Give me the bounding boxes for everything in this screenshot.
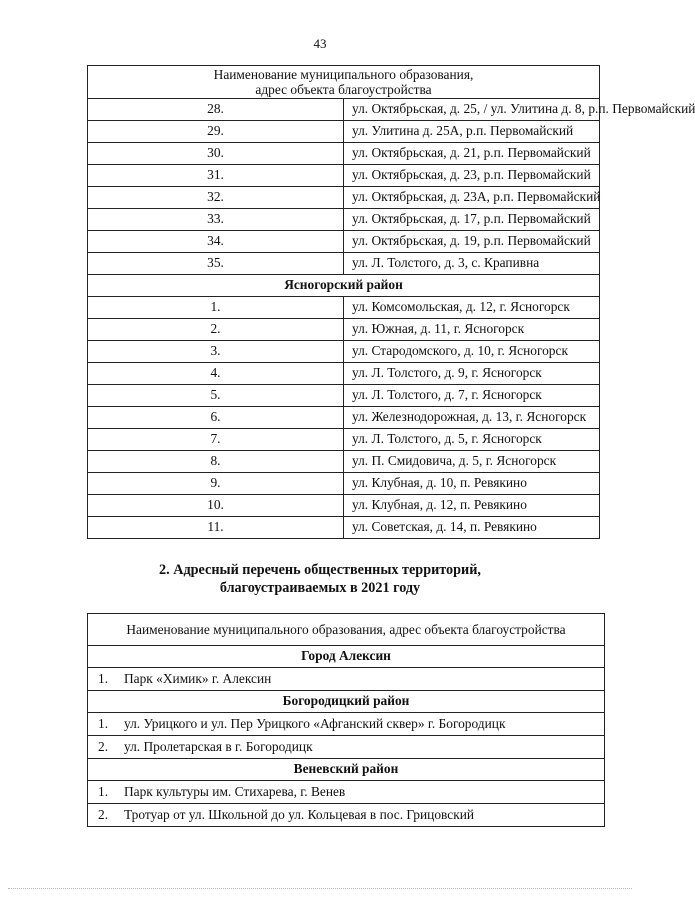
table-row — [88, 253, 600, 275]
table-row — [88, 451, 600, 473]
row-address: ул. Октябрьская, д. 21, р.п. Первомайский — [344, 143, 600, 165]
row-address: ул. Урицкого и ул. Пер Урицкого «Афганский сквер» г. Богородицк — [124, 715, 506, 731]
row-item — [88, 781, 605, 804]
public-territories-table — [87, 613, 605, 827]
row-address: ул. Л. Толстого, д. 7, г. Ясногорск — [344, 385, 600, 407]
row-number: 32. — [88, 187, 344, 209]
row-address: ул. Л. Толстого, д. 9, г. Ясногорск — [344, 363, 600, 385]
row-address: ул. Октябрьская, д. 23А, р.п. Первомайский — [344, 187, 600, 209]
row-number: 35. — [88, 253, 344, 275]
row-number: 2. — [88, 319, 344, 341]
district-row — [88, 691, 605, 713]
row-address: ул. Южная, д. 11, г. Ясногорск — [344, 319, 600, 341]
row-address: ул. Клубная, д. 10, п. Ревякино — [344, 473, 600, 495]
row-address: Тротуар от ул. Школьной до ул. Кольцевая в пос. Грицовский — [124, 806, 475, 822]
addresses-table-continued — [87, 65, 695, 539]
page-number: 43 — [313, 36, 327, 51]
district-title: Город Алексин — [88, 646, 605, 668]
table-header-line-1: Наименование муниципального образования, — [213, 66, 474, 82]
table-row — [88, 804, 605, 827]
row-address: Парк «Химик» г. Алексин — [124, 670, 272, 686]
row-number: 2. — [98, 806, 109, 822]
district-title: Ясногорский район — [88, 275, 600, 297]
table-row — [88, 121, 600, 143]
district-title: Богородицкий район — [88, 691, 605, 713]
row-address: ул. Л. Толстого, д. 5, г. Ясногорск — [344, 429, 600, 451]
row-address: ул. Пролетарская в г. Богородицк — [124, 738, 313, 754]
row-address: ул. Улитина д. 25А, р.п. Первомайский — [344, 121, 600, 143]
table-row — [88, 363, 600, 385]
row-item — [88, 668, 605, 691]
table-row — [88, 736, 605, 759]
row-address: ул. Железнодорожная, д. 13, г. Ясногорск — [344, 407, 600, 429]
table-header-row — [88, 66, 600, 99]
row-number: 31. — [88, 165, 344, 187]
row-number: 7. — [88, 429, 344, 451]
row-address: ул. Стародомского, д. 10, г. Ясногорск — [344, 341, 600, 363]
row-item — [88, 804, 605, 827]
row-address: ул. Октябрьская, д. 23, р.п. Первомайский — [344, 165, 600, 187]
table-header-row — [88, 614, 605, 646]
table-row — [88, 341, 600, 363]
section-heading-line-2: благоустраиваемых в 2021 году — [219, 580, 421, 597]
row-address: Парк культуры им. Стихарева, г. Венев — [124, 783, 346, 799]
row-number: 1. — [98, 783, 109, 799]
table-row — [88, 385, 600, 407]
row-number: 9. — [88, 473, 344, 495]
table-row — [88, 668, 605, 691]
table-row — [88, 209, 600, 231]
row-number: 2. — [98, 738, 109, 754]
scan-edge-noise — [8, 888, 632, 890]
table-row — [88, 429, 600, 451]
row-number: 8. — [88, 451, 344, 473]
table-row — [88, 713, 605, 736]
row-number: 28. — [88, 99, 344, 121]
table-row — [88, 143, 600, 165]
table-row — [88, 407, 600, 429]
row-number: 30. — [88, 143, 344, 165]
row-item — [88, 736, 605, 759]
table-row — [88, 297, 600, 319]
row-number: 5. — [88, 385, 344, 407]
district-row — [88, 759, 605, 781]
table-row — [88, 165, 600, 187]
row-number: 10. — [88, 495, 344, 517]
row-number: 1. — [98, 670, 109, 686]
section-heading-line-1: 2. Адресный перечень общественных территорий, — [159, 562, 481, 578]
table-row — [88, 781, 605, 804]
row-number: 3. — [88, 341, 344, 363]
row-address: ул. Клубная, д. 12, п. Ревякино — [344, 495, 600, 517]
row-number: 6. — [88, 407, 344, 429]
table-row — [88, 231, 600, 253]
row-address: ул. П. Смидовича, д. 5, г. Ясногорск — [344, 451, 600, 473]
row-address: ул. Л. Толстого, д. 3, с. Крапивна — [344, 253, 600, 275]
section-heading-public-territories — [0, 561, 640, 598]
row-address: ул. Комсомольская, д. 12, г. Ясногорск — [344, 297, 600, 319]
row-address: ул. Октябрьская, д. 25, / ул. Улитина д. 8, р.п. Первомайский — [344, 99, 600, 121]
table-row — [88, 319, 600, 341]
row-number: 33. — [88, 209, 344, 231]
table-row — [88, 495, 600, 517]
table-header-cell: Наименование муниципального образования, адрес объекта благоустройства — [88, 614, 605, 646]
row-number: 34. — [88, 231, 344, 253]
district-title: Веневский район — [88, 759, 605, 781]
row-item — [88, 713, 605, 736]
row-number: 11. — [88, 517, 344, 539]
row-address: ул. Советская, д. 14, п. Ревякино — [344, 517, 600, 539]
row-number: 1. — [98, 715, 109, 731]
row-number: 4. — [88, 363, 344, 385]
table-row — [88, 473, 600, 495]
table-header-cell — [88, 66, 600, 99]
row-address: ул. Октябрьская, д. 19, р.п. Первомайский — [344, 231, 600, 253]
district-row — [88, 275, 600, 297]
table-header-line-2: адрес объекта благоустройства — [255, 82, 432, 97]
table-row — [88, 99, 600, 121]
district-row — [88, 646, 605, 668]
row-number: 29. — [88, 121, 344, 143]
row-number: 1. — [88, 297, 344, 319]
row-address: ул. Октябрьская, д. 17, р.п. Первомайский — [344, 209, 600, 231]
table-row — [88, 187, 600, 209]
table-row — [88, 517, 600, 539]
